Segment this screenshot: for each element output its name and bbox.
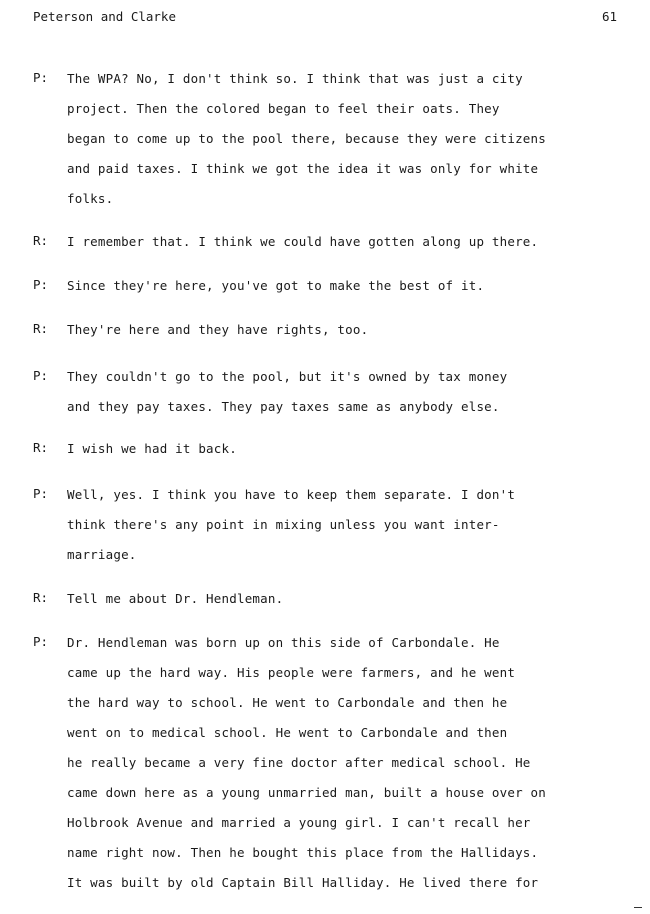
scan-mark: [634, 907, 642, 908]
text-line: I remember that. I think we could have gotten along up there.: [67, 234, 539, 249]
speaker-label: P:: [33, 368, 49, 383]
text-line: came down here as a young unmarried man, built a house over on: [67, 785, 546, 800]
text-line: the hard way to school. He went to Carbondale and then he: [67, 695, 508, 710]
text-line: project. Then the colored began to feel their oats. They: [67, 101, 500, 116]
text-line: They couldn't go to the pool, but it's owned by tax money: [67, 369, 508, 384]
speaker-label: P:: [33, 277, 49, 292]
turn-text: [67, 321, 623, 351]
page-header: [33, 9, 617, 27]
turn-text: [67, 233, 623, 263]
text-line: Well, yes. I think you have to keep them separate. I don't: [67, 487, 516, 502]
text-line: They're here and they have rights, too.: [67, 322, 369, 337]
text-line: Since they're here, you've got to make the best of it.: [67, 278, 485, 293]
speaker-label: P:: [33, 70, 49, 85]
text-line: It was built by old Captain Bill Halliday. He lived there for: [67, 875, 539, 890]
text-line: Tell me about Dr. Hendleman.: [67, 591, 284, 606]
text-line: and they pay taxes. They pay taxes same as anybody else.: [67, 399, 500, 414]
speaker-label: R:: [33, 590, 49, 605]
text-line: Dr. Hendleman was born up on this side of Carbondale. He: [67, 635, 500, 650]
text-line: marriage.: [67, 547, 137, 562]
text-line: The WPA? No, I don't think so. I think that was just a city: [67, 71, 523, 86]
turn-text: [67, 590, 623, 620]
text-line: he really became a very fine doctor after medical school. He: [67, 755, 531, 770]
speaker-label: P:: [33, 634, 49, 649]
text-line: think there's any point in mixing unless you want inter-: [67, 517, 500, 532]
text-line: name right now. Then he bought this place from the Hallidays.: [67, 845, 539, 860]
text-line: folks.: [67, 191, 114, 206]
turn-text: [67, 70, 623, 220]
turn-text: [67, 634, 623, 904]
text-line: began to come up to the pool there, because they were citizens: [67, 131, 546, 146]
running-title: Peterson and Clarke: [33, 9, 176, 24]
text-line: and paid taxes. I think we got the idea it was only for white: [67, 161, 539, 176]
speaker-label: R:: [33, 233, 49, 248]
turn-text: [67, 440, 623, 470]
text-line: came up the hard way. His people were farmers, and he went: [67, 665, 516, 680]
speaker-label: R:: [33, 440, 49, 455]
turn-text: [67, 368, 623, 428]
text-line: I wish we had it back.: [67, 441, 237, 456]
page-number: 61: [601, 9, 617, 24]
speaker-label: P:: [33, 486, 49, 501]
text-line: went on to medical school. He went to Carbondale and then: [67, 725, 508, 740]
turn-text: [67, 486, 623, 576]
speaker-label: R:: [33, 321, 49, 336]
text-line: Holbrook Avenue and married a young girl. I can't recall her: [67, 815, 531, 830]
turn-text: [67, 277, 623, 307]
